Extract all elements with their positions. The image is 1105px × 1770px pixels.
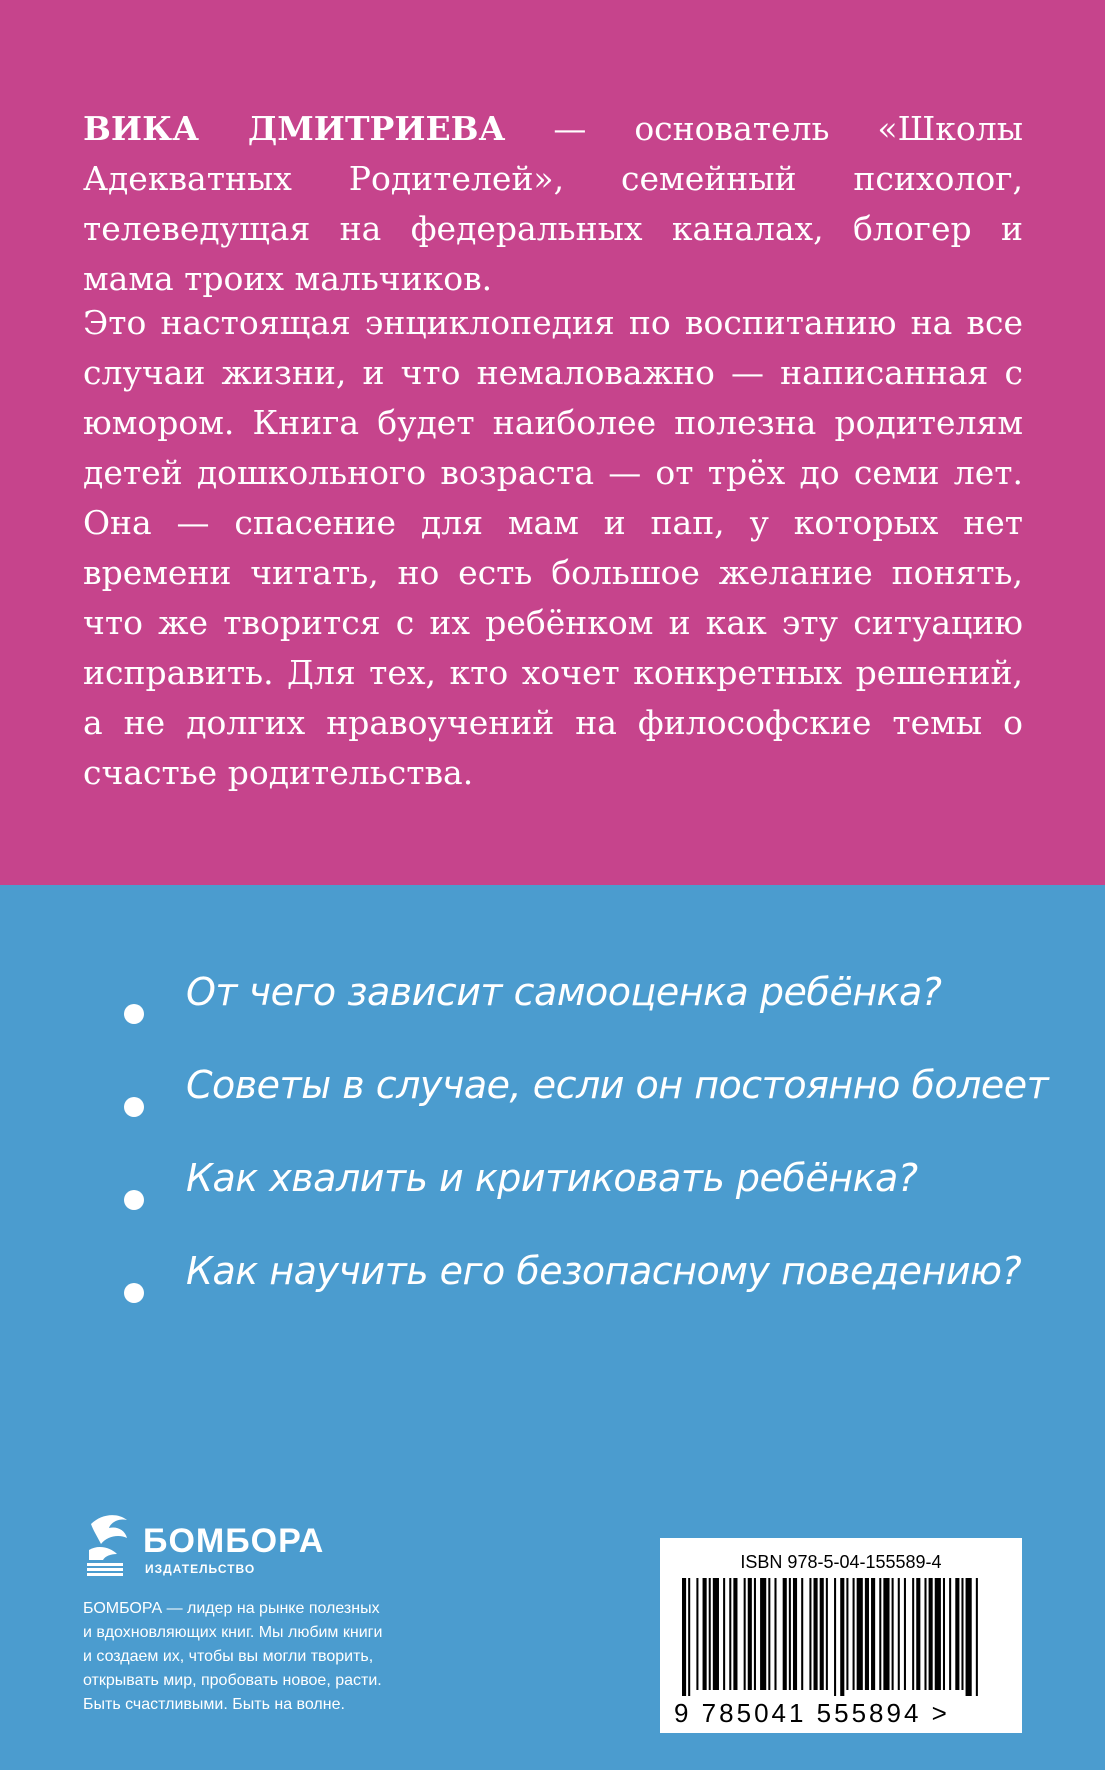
barcode-bar <box>904 1578 906 1690</box>
barcode-bar <box>853 1578 855 1690</box>
barcode-bar <box>754 1578 756 1690</box>
book-description <box>83 298 1023 798</box>
barcode <box>660 1538 1022 1733</box>
bullet-dot-icon <box>124 1004 144 1024</box>
barcode-bar <box>783 1578 787 1690</box>
barcode-bar <box>879 1578 881 1690</box>
barcode-bar <box>793 1578 797 1690</box>
publisher-name: БОМБОРА <box>143 1522 325 1560</box>
barcode-bar <box>834 1578 836 1696</box>
barcode-bar <box>929 1578 933 1690</box>
feature-item: Как научить его безопасному поведению? <box>124 1249 1064 1342</box>
barcode-bar <box>809 1578 811 1690</box>
description-text: Это настоящая энциклопедия по воспитанию на все случаи жизни, и что немаловажно — написанная с юмором. Книга будет наиболее полезна родителям детей дошкольного возраста — от трёх до семи лет. Она — спасение для мам и пап, у которых нет времени читать, но есть большое желание понять, что же творится с их ребёнком и как эту ситуацию исправить. Для тех, кто хочет конкретных решений, а не долгих нравоучений на философские темы о счастье родительства. <box>83 303 1023 792</box>
publisher-line: БОМБОРА — лидер на рынке полезных <box>83 1600 380 1617</box>
barcode-bar <box>744 1578 746 1690</box>
publisher-line: и создаем их, чтобы вы могли творить, <box>83 1648 374 1665</box>
barcode-bar <box>768 1578 770 1690</box>
barcode-bar <box>912 1578 914 1690</box>
barcode-bar <box>801 1578 803 1690</box>
barcode-bar <box>924 1578 926 1690</box>
publisher-logo <box>83 1508 343 1578</box>
feature-list <box>124 970 1064 1342</box>
barcode-bar <box>688 1578 690 1696</box>
feature-item: От чего зависит самооценка ребёнка? <box>124 970 1064 1063</box>
barcode-bar <box>916 1578 920 1690</box>
barcode-bar <box>949 1578 951 1690</box>
barcode-bar <box>871 1578 875 1690</box>
barcode-bar <box>892 1578 894 1690</box>
barcode-bar <box>748 1578 752 1690</box>
bullet-dot-icon <box>124 1283 144 1303</box>
publisher-line: Быть счастливыми. Быть на волне. <box>83 1696 345 1713</box>
barcode-bar <box>966 1578 972 1696</box>
barcode-bars <box>682 1578 982 1696</box>
barcode-bar <box>814 1578 818 1690</box>
author-bio <box>83 104 1023 304</box>
barcode-bar <box>846 1578 848 1690</box>
barcode-bar <box>955 1578 959 1690</box>
barcode-bar <box>723 1578 725 1690</box>
barcode-bar <box>789 1578 791 1690</box>
publisher-subtitle: ИЗДАТЕЛЬСТВО <box>145 1562 256 1576</box>
barcode-bar <box>709 1578 711 1690</box>
barcode-bar <box>682 1578 686 1696</box>
barcode-bar <box>696 1578 698 1690</box>
barcode-bar <box>729 1578 731 1690</box>
bullet-dot-icon <box>124 1190 144 1210</box>
ean-digits: 9 785041 555894 > <box>674 1698 950 1728</box>
publisher-line: открывать мир, пробовать новое, расти. <box>83 1672 382 1689</box>
barcode-bar <box>713 1578 719 1690</box>
feature-item: Советы в случае, если он постоянно болеет <box>124 1063 1064 1156</box>
barcode-bar <box>826 1578 828 1690</box>
barcode-bar <box>961 1578 963 1690</box>
bullet-dot-icon <box>124 1097 144 1117</box>
barcode-bar <box>703 1578 707 1690</box>
author-bio-text: — основатель «Школы Адекватных Родителей», семейный психолог, телеведущая на федеральных каналах, блогер и мама троих мальчиков. <box>83 109 1024 298</box>
barcode-bar <box>857 1578 863 1690</box>
barcode-bar <box>820 1578 824 1690</box>
barcode-bar <box>840 1578 844 1696</box>
bombora-wave-icon <box>83 1508 138 1578</box>
publisher-blurb <box>83 1597 483 1717</box>
barcode-bar <box>976 1578 978 1696</box>
isbn-label: ISBN 978-5-04-155589-4 <box>740 1552 942 1572</box>
publisher-line: и вдохновляющих книг. Мы любим книги <box>83 1624 383 1641</box>
barcode-bar <box>898 1578 900 1690</box>
barcode-bar <box>865 1578 869 1690</box>
barcode-bar <box>943 1578 945 1690</box>
barcode-bar <box>760 1578 766 1690</box>
barcode-bar <box>774 1578 776 1690</box>
barcode-bar <box>733 1578 737 1690</box>
feature-item: Как хвалить и критиковать ребёнка? <box>124 1156 1064 1249</box>
barcode-bar <box>883 1578 889 1690</box>
author-name: ВИКА ДМИТРИЕВА <box>83 109 506 148</box>
barcode-bar <box>935 1578 941 1690</box>
